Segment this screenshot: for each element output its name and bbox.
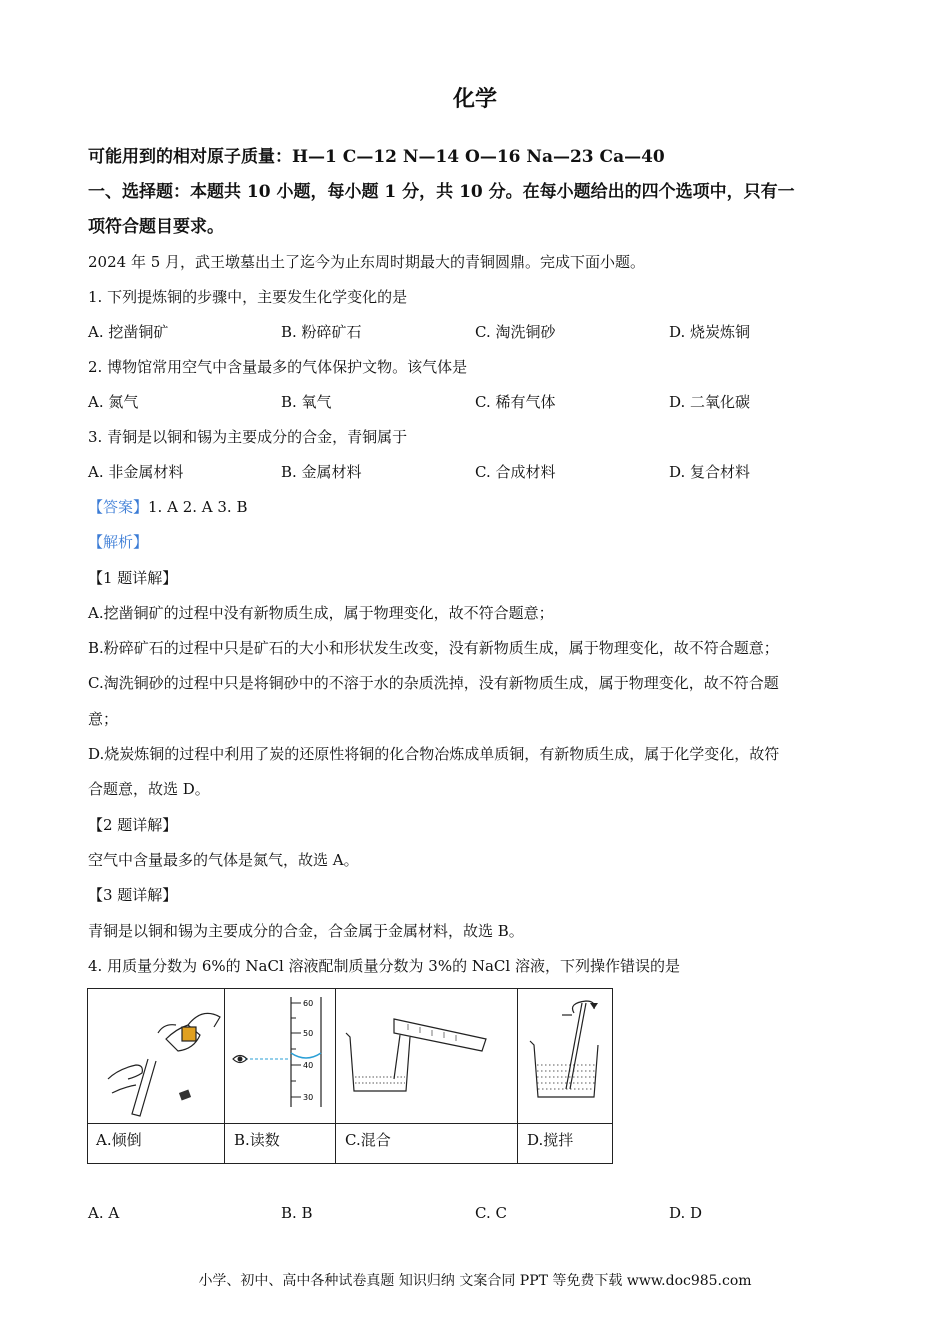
caption-b: B.读数: [234, 1131, 280, 1149]
detail-1-heading: 【1 题详解】: [88, 569, 178, 587]
caption-a: A.倾倒: [96, 1131, 142, 1149]
q3-stem: 3. 青铜是以铜和锡为主要成分的合金，青铜属于: [88, 428, 408, 446]
page-title: 化学: [452, 86, 497, 112]
detail-1-d-line1: D.烧炭炼铜的过程中利用了炭的还原性将铜的化合物冶炼成单质铜，有新物质生成，属于化学变化，故符: [88, 745, 780, 763]
detail-2-text: 空气中含量最多的气体是氮气，故选 A。: [88, 851, 359, 869]
caption-d: D.搅拌: [527, 1131, 574, 1149]
detail-1-d-line2: 合题意，故选 D。: [88, 780, 210, 798]
analysis-tag: 【解析】: [88, 533, 149, 551]
detail-1-c-line2: 意；: [88, 710, 119, 728]
footer-text: 小学、初中、高中各种试卷真题 知识归纳 文案合同 PPT 等免费下载 www.doc985.com: [198, 1273, 752, 1289]
q1-option-a: A. 挖凿铜矿: [88, 323, 169, 341]
q4-option-d: D. D: [669, 1204, 703, 1222]
eye-icon: [233, 1056, 247, 1063]
q3-option-a: A. 非金属材料: [88, 463, 184, 481]
tick-label: 50: [303, 1029, 314, 1038]
tick-label: 60: [303, 999, 314, 1008]
q4-stem: 4. 用质量分数为 6%的 NaCl 溶液配制质量分数为 3%的 NaCl 溶液，下列操作错误的是: [88, 957, 680, 975]
intro-text: 2024 年 5 月，武王墩墓出土了迄今为止东周时期最大的青铜圆鼎。完成下面小题。: [88, 253, 646, 271]
detail-3-heading: 【3 题详解】: [88, 886, 178, 904]
q2-option-c: C. 稀有气体: [475, 393, 556, 411]
detail-1-b: B.粉碎矿石的过程中只是矿石的大小和形状发生改变，没有新物质生成，属于物理变化，故不符合题意；: [88, 639, 779, 657]
detail-2-heading: 【2 题详解】: [88, 816, 178, 834]
q4-figure-table: [87, 988, 613, 1164]
answer-text: 1. A 2. A 3. B: [148, 498, 248, 516]
q4-option-c: C. C: [475, 1204, 507, 1222]
caption-c: C.混合: [345, 1131, 391, 1149]
q4-option-b: B. B: [281, 1204, 313, 1222]
q1-option-c: C. 淘洗铜砂: [475, 323, 556, 341]
q3-option-c: C. 合成材料: [475, 463, 556, 481]
tick-label: 40: [303, 1061, 314, 1070]
answer-tag: 【答案】: [88, 498, 149, 516]
q1-stem: 1. 下列提炼铜的步骤中，主要发生化学变化的是: [88, 288, 408, 306]
detail-1-a: A.挖凿铜矿的过程中没有新物质生成，属于物理变化，故不符合题意；: [88, 604, 554, 622]
q1-option-b: B. 粉碎矿石: [281, 323, 362, 341]
q2-option-d: D. 二氧化碳: [669, 393, 751, 411]
atomic-masses: 可能用到的相对原子质量：H—1 C—12 N—14 O—16 Na—23 Ca—40: [88, 147, 665, 167]
pouring-illustration: [88, 989, 224, 1123]
mixing-illustration: [336, 989, 517, 1123]
section-heading-line2: 项符合题目要求。: [88, 217, 224, 237]
q1-option-d: D. 烧炭炼铜: [669, 323, 751, 341]
detail-1-c-line1: C.淘洗铜砂的过程中只是将铜砂中的不溶于水的杂质洗掉，没有新物质生成，属于物理变化，故不符合题: [88, 674, 779, 692]
tick-label: 30: [303, 1093, 314, 1102]
detail-3-text: 青铜是以铜和锡为主要成分的合金，合金属于金属材料，故选 B。: [88, 922, 524, 940]
q2-stem: 2. 博物馆常用空气中含量最多的气体保护文物。该气体是: [88, 358, 468, 376]
q4-option-a: A. A: [88, 1204, 120, 1222]
reading-illustration: [225, 989, 335, 1123]
q2-option-b: B. 氧气: [281, 393, 332, 411]
q3-option-b: B. 金属材料: [281, 463, 362, 481]
answer-line: [88, 496, 247, 517]
q3-option-d: D. 复合材料: [669, 463, 751, 481]
stirring-illustration: [518, 989, 612, 1123]
q2-option-a: A. 氮气: [88, 393, 139, 411]
section-heading-line1: 一、选择题：本题共 10 小题，每小题 1 分，共 10 分。在每小题给出的四个选项中，只有一: [88, 182, 795, 202]
